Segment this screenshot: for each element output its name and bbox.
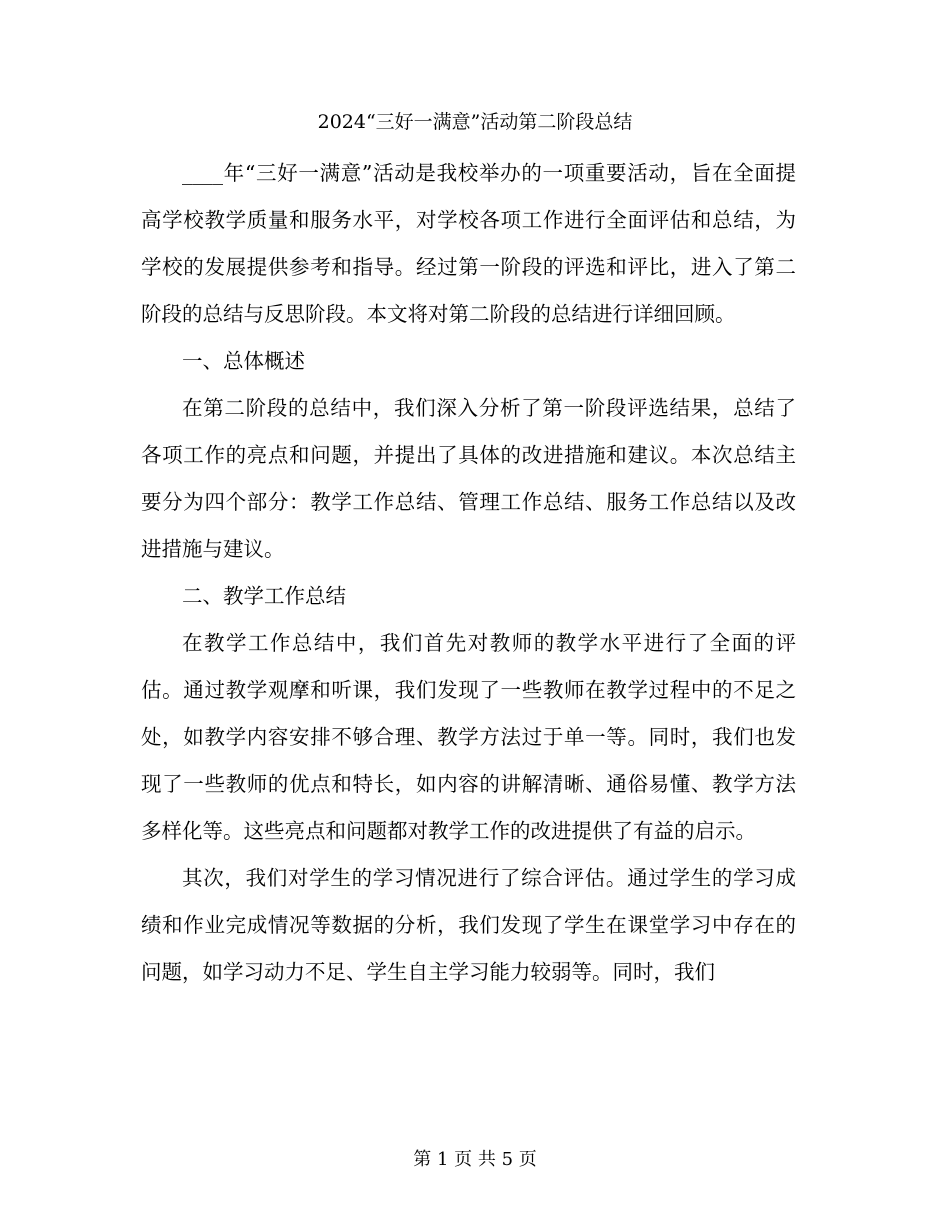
page-number: 第 1 页 共 5 页	[413, 1149, 537, 1170]
paragraph-intro: ____年“三好一满意”活动是我校举办的一项重要活动，旨在全面提高学校教学质量和服务水平，对学校各项工作进行全面评估和总结，为学校的发展提供参考和指导。经过第一阶段的评选和评比，进入了第二阶段的总结与反思阶段。本文将对第二阶段的总结进行详细回顾。	[141, 161, 796, 326]
paragraph-student-evaluation: 其次，我们对学生的学习情况进行了综合评估。通过学生的学习成绩和作业完成情况等数据的分析，我们发现了学生在课堂学习中存在的问题，如学习动力不足、学生自主学习能力较弱等。同时，我们	[141, 866, 796, 984]
paragraph-overview: 在第二阶段的总结中，我们深入分析了第一阶段评选结果，总结了各项工作的亮点和问题，并提出了具体的改进措施和建议。本次总结主要分为四个部分：教学工作总结、管理工作总结、服务工作总结以及改进措施与建议。	[141, 396, 796, 561]
document-body	[141, 150, 796, 996]
paragraph-teaching-evaluation: 在教学工作总结中，我们首先对教师的教学水平进行了全面的评估。通过教学观摩和听课，我们发现了一些教师在教学过程中的不足之处，如教学内容安排不够合理、教学方法过于单一等。同时，我们也发现了一些教师的优点和特长，如内容的讲解清晰、通俗易懂、教学方法多样化等。这些亮点和问题都对教学工作的改进提供了有益的启示。	[141, 631, 796, 843]
section-heading-overview: 一、总体概述	[182, 349, 305, 373]
section-heading-teaching: 二、教学工作总结	[182, 584, 346, 608]
document-title: 2024“三好一满意”活动第二阶段总结	[317, 111, 633, 133]
